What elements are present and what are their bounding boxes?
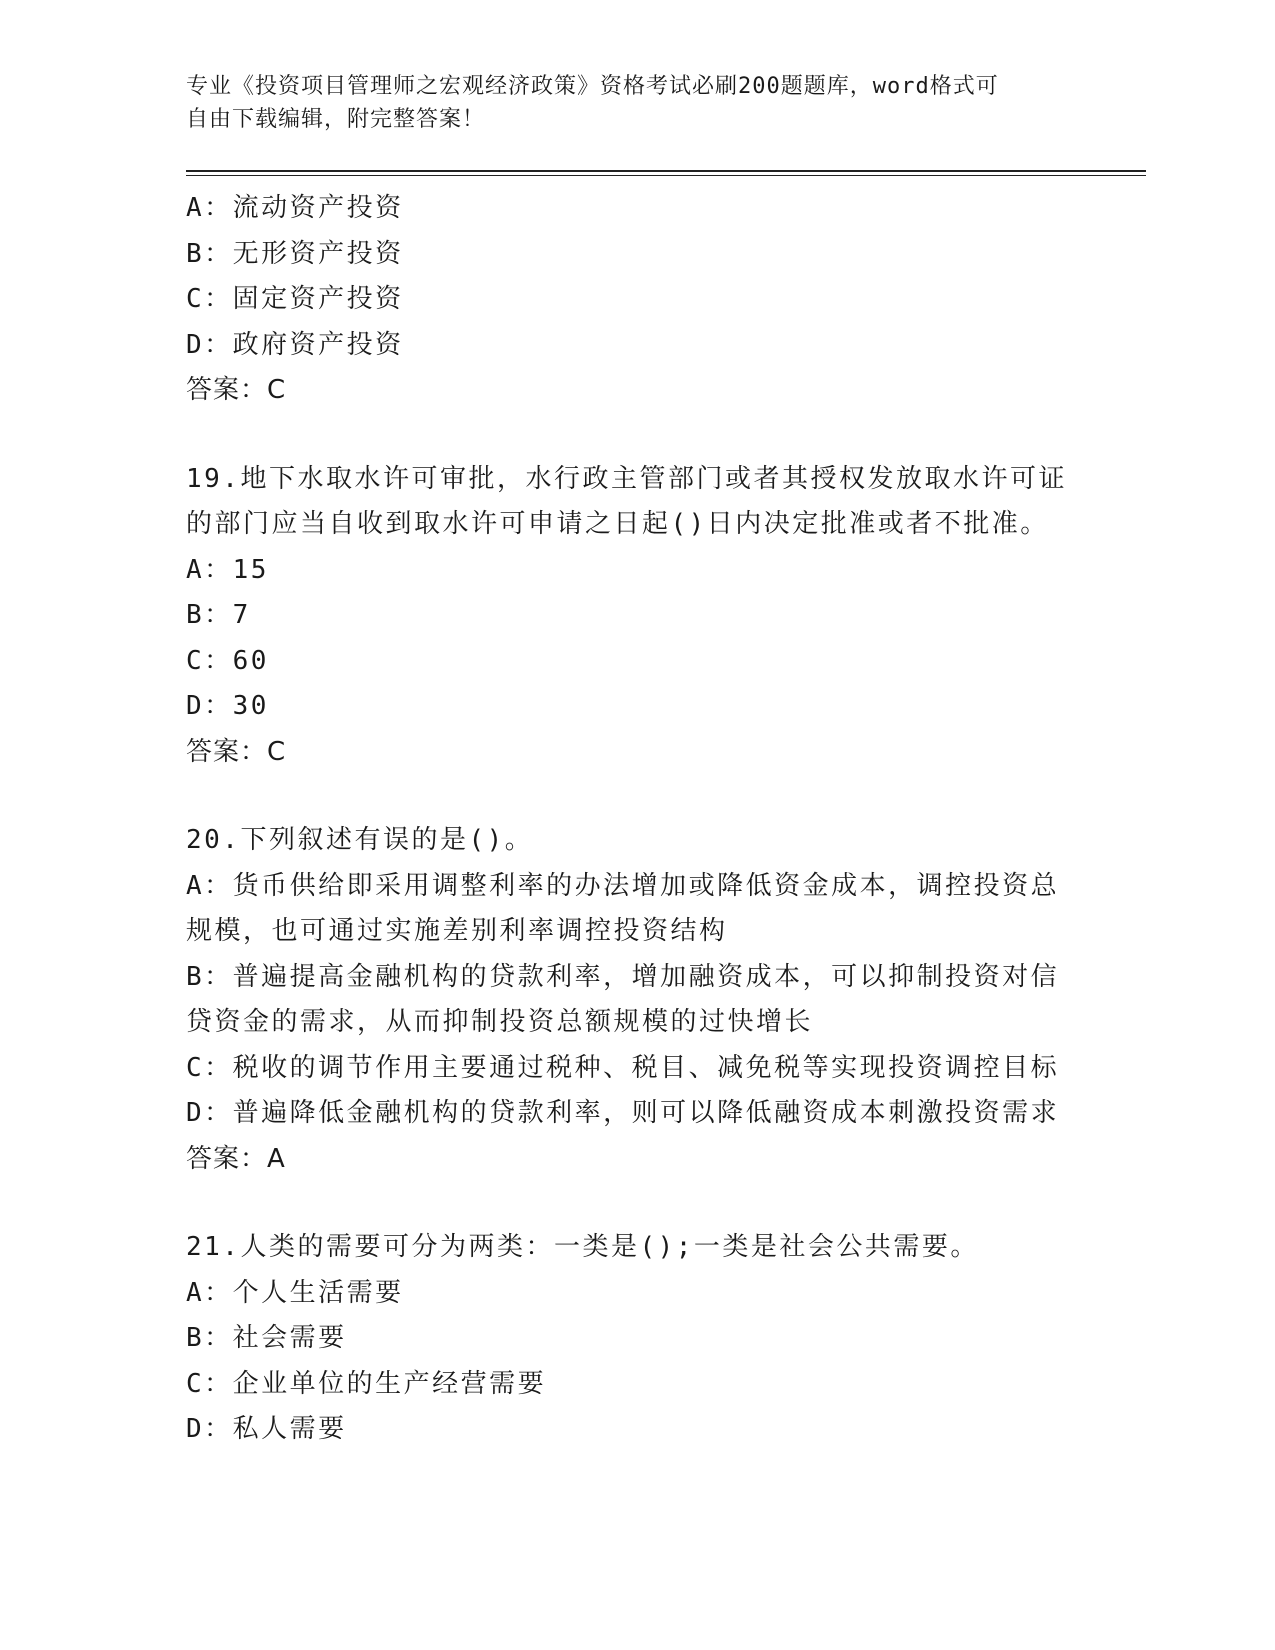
option-c: C：固定资产投资 — [186, 284, 404, 314]
option-d: D：私人需要 — [186, 1414, 347, 1444]
question-stem: 19.地下水取水许可审批，水行政主管部门或者其授权发放取水许可证 — [186, 463, 1067, 494]
header-line: 自由下载编辑，附完整答案！ — [186, 107, 486, 132]
option-a: A：个人生活需要 — [186, 1277, 404, 1308]
document-header — [186, 70, 1066, 136]
document-page — [186, 70, 1146, 1453]
option-b: B：7 — [186, 600, 251, 630]
option-d: D：政府资产投资 — [186, 329, 404, 360]
option-b: B：无形资产投资 — [186, 238, 404, 269]
option-a: A：15 — [186, 554, 269, 585]
question-stem: 20.下列叙述有误的是()。 — [186, 825, 534, 855]
question-19 — [186, 457, 1146, 776]
question-20 — [186, 818, 1146, 1182]
question-18 — [186, 186, 1146, 414]
question-list — [186, 186, 1146, 1453]
answer: 答案：C — [186, 736, 287, 767]
question-stem: 的部门应当自收到取水许可申请之日起()日内决定批准或者不批准。 — [186, 509, 1049, 539]
option-a-continued: 规模，也可通过实施差别利率调控投资结构 — [186, 916, 728, 946]
option-b-continued: 贷资金的需求，从而抑制投资总额规模的过快增长 — [186, 1007, 814, 1037]
option-c: C：60 — [186, 645, 269, 676]
option-a: A：流动资产投资 — [186, 193, 404, 223]
option-b: B：普遍提高金融机构的贷款利率，增加融资成本，可以抑制投资对信 — [186, 961, 1060, 992]
header-line: 专业《投资项目管理师之宏观经济政策》资格考试必刷200题题库，word格式可 — [186, 74, 999, 99]
answer: 答案：A — [186, 1143, 286, 1174]
answer: 答案：C — [186, 375, 287, 405]
question-21 — [186, 1225, 1146, 1453]
option-a: A：货币供给即采用调整利率的办法增加或降低资金成本，调控投资总 — [186, 870, 1060, 901]
option-d: D：30 — [186, 691, 269, 721]
option-b: B：社会需要 — [186, 1323, 347, 1353]
option-c: C：企业单位的生产经营需要 — [186, 1368, 547, 1399]
header-divider — [186, 170, 1146, 176]
option-d: D：普遍降低金融机构的贷款利率，则可以降低融资成本刺激投资需求 — [186, 1098, 1060, 1128]
question-stem: 21.人类的需要可分为两类：一类是();一类是社会公共需要。 — [186, 1232, 979, 1262]
option-c: C：税收的调节作用主要通过税种、税目、减免税等实现投资调控目标 — [186, 1052, 1060, 1083]
